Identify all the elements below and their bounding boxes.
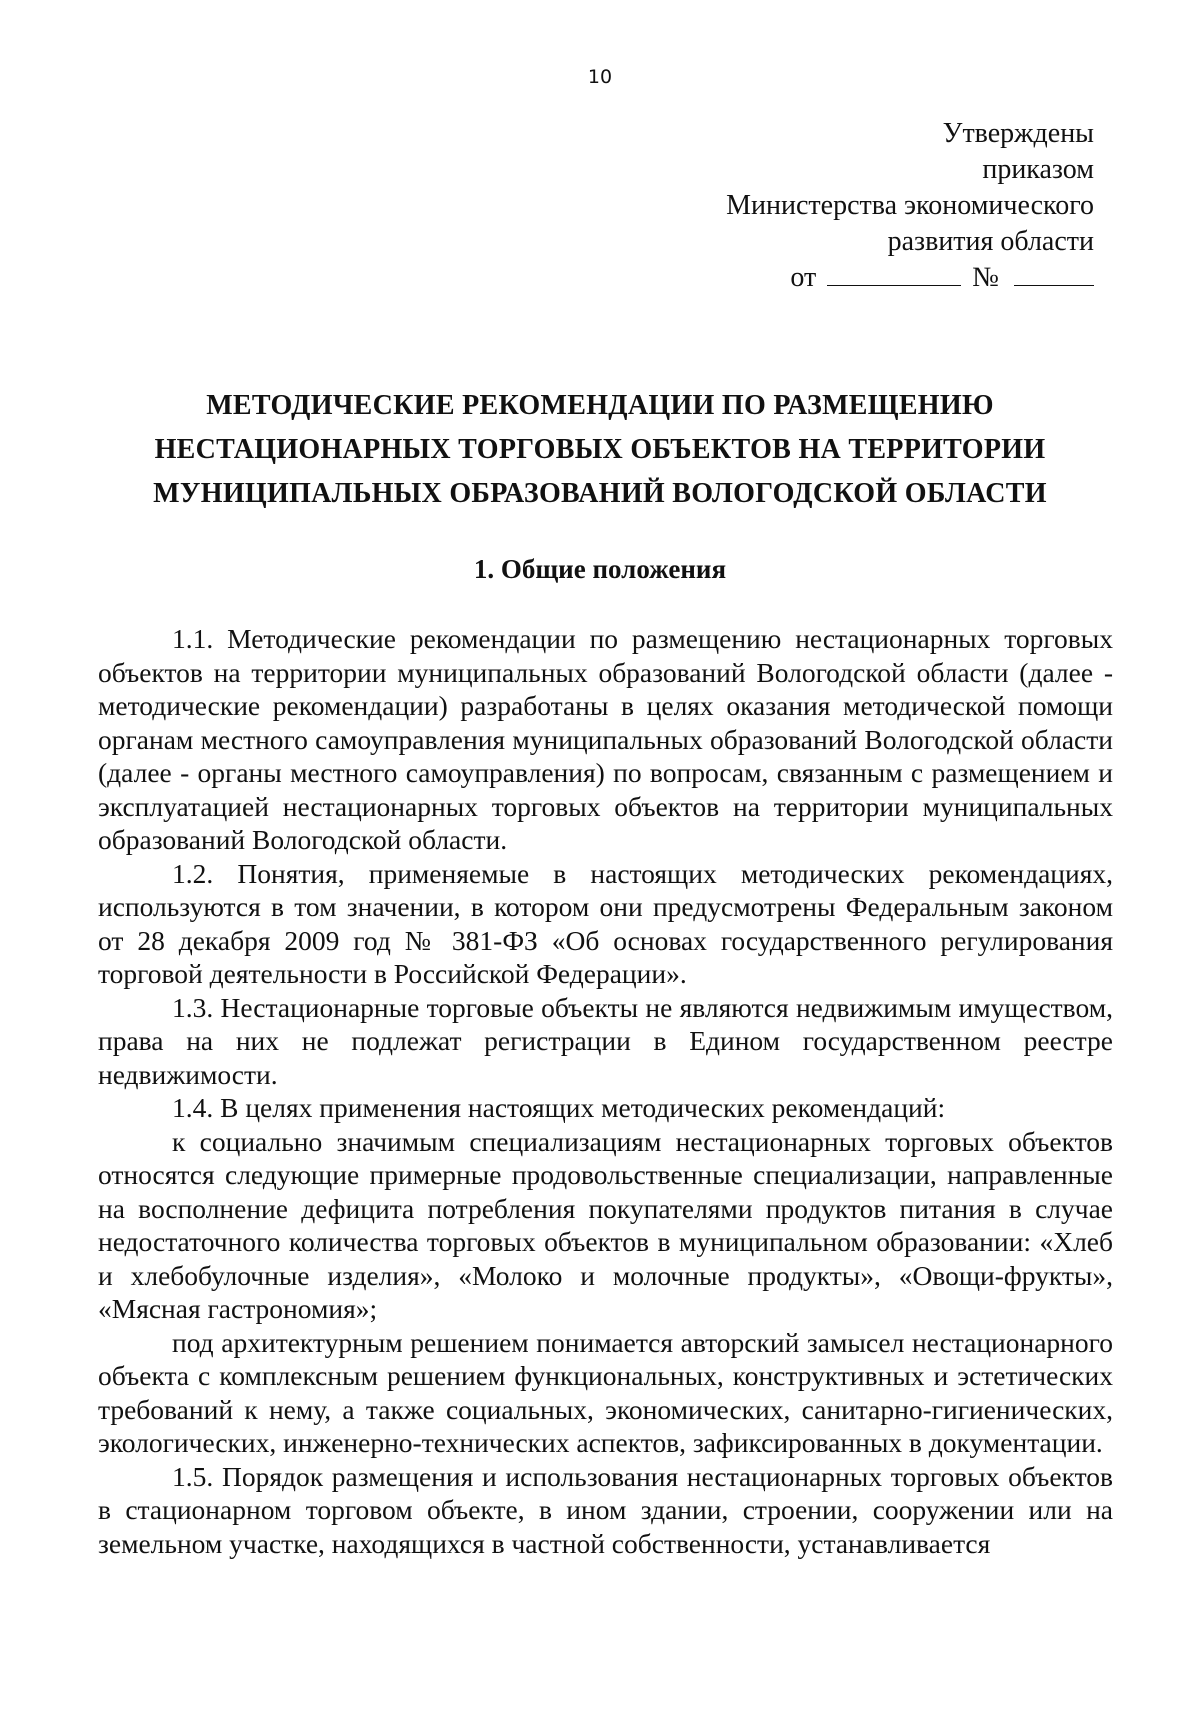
- approval-stamp: [674, 116, 1094, 296]
- paragraph-1-2: 1.2. Понятия, применяемые в настоящих методических рекомендациях, используются в том значении, в котором они предусмотрены Федеральным законом от 28 декабря 2009 год № 381-ФЗ «Об основах государственного регулирования торговой деятельности в Российской Федерации».: [98, 857, 1113, 989]
- approval-line-ministry: Министерства экономического: [726, 190, 1094, 221]
- paragraph-1-5: 1.5. Порядок размещения и использования нестационарных торговых объектов в стационарном торговом объекте, в ином здании, строении, сооружении или на земельном участке, находящихся в частной собственности, устанавливается: [98, 1460, 1113, 1559]
- title-line-1: МЕТОДИЧЕСКИЕ РЕКОМЕНДАЦИИ ПО РАЗМЕЩЕНИЮ: [206, 390, 994, 421]
- paragraph-architectural-solution: под архитектурным решением понимается авторский замысел нестационарного объекта с комплексным решением функциональных, конструктивных и эстетических требований к нему, а также социальных, экономических, санитарно-гигиенических, экологических, инженерно-технических аспектов, зафиксированных в документации.: [98, 1326, 1113, 1458]
- approval-line-order: приказом: [982, 154, 1094, 185]
- paragraph-1-4: 1.4. В целях применения настоящих методических рекомендаций:: [172, 1092, 946, 1123]
- title-line-3: МУНИЦИПАЛЬНЫХ ОБРАЗОВАНИЙ ВОЛОГОДСКОЙ ОБЛАСТИ: [153, 478, 1047, 509]
- document-title: [0, 384, 1200, 516]
- approval-number-sign: №: [972, 262, 999, 293]
- paragraph-1-3: 1.3. Нестационарные торговые объекты не являются недвижимым имуществом, права на них не подлежат регистрации в Едином государственном реестре недвижимости.: [98, 991, 1113, 1090]
- page-number: 10: [587, 66, 613, 88]
- date-blank-field: [827, 261, 961, 286]
- number-blank-field: [1014, 261, 1094, 286]
- body-text: [98, 622, 1113, 1560]
- approval-date-prefix: от: [790, 262, 817, 293]
- approval-line-region: развития области: [887, 226, 1094, 257]
- approval-line-approved: Утверждены: [942, 118, 1094, 149]
- paragraph-specializations: к социально значимым специализациям нестационарных торговых объектов относятся следующие примерные продовольственные специализации, направленные на восполнение дефицита потребления покупателями продуктов питания в случае недостаточного количества торговых объектов в муниципальном образовании: «Хлеб и хлебобулочные изделия», «Молоко и молочные продукты», «Овощи-фрукты», «Мясная гастрономия»;: [98, 1125, 1113, 1324]
- approval-date-number-line: [674, 260, 1094, 296]
- title-line-2: НЕСТАЦИОНАРНЫХ ТОРГОВЫХ ОБЪЕКТОВ НА ТЕРРИТОРИИ: [154, 434, 1046, 465]
- section-heading: 1. Общие положения: [473, 554, 727, 584]
- paragraph-1-1: 1.1. Методические рекомендации по размещению нестационарных торговых объектов на территории муниципальных образований Вологодской области (далее - методические рекомендации) разработаны в целях оказания методической помощи органам местного самоуправления муниципальных образований Вологодской области (далее - органы местного самоуправления) по вопросам, связанным с размещением и эксплуатацией нестационарных торговых объектов на территории муниципальных образований Вологодской области.: [98, 623, 1113, 855]
